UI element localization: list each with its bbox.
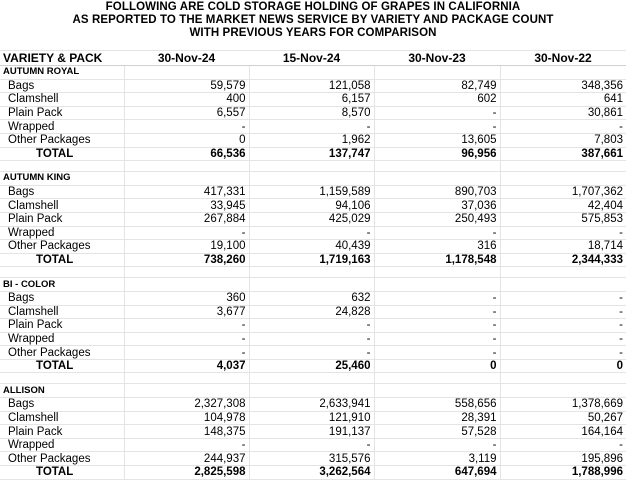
table-row xyxy=(0,240,626,254)
quantity-cell: 82,749 xyxy=(374,79,500,93)
empty-cell xyxy=(124,373,249,384)
pack-type-label: Plain Pack xyxy=(0,319,124,333)
total-label: TOTAL xyxy=(0,466,124,480)
quantity-cell: 641 xyxy=(500,93,626,107)
total-cell: 0 xyxy=(374,359,500,373)
table-row xyxy=(0,398,626,412)
total-cell: 3,262,564 xyxy=(249,466,374,480)
quantity-cell: 2,633,941 xyxy=(249,398,374,412)
variety-name: AUTUMN ROYAL xyxy=(0,66,124,80)
quantity-cell: 37,036 xyxy=(374,199,500,213)
spacer-row xyxy=(0,161,626,172)
table-row xyxy=(0,120,626,134)
quantity-cell: - xyxy=(374,305,500,319)
empty-cell xyxy=(374,373,500,384)
quantity-cell: 148,375 xyxy=(124,425,249,439)
pack-type-label: Wrapped xyxy=(0,120,124,134)
quantity-cell: 28,391 xyxy=(374,411,500,425)
quantity-cell: 1,962 xyxy=(249,133,374,147)
table-row xyxy=(0,438,626,452)
quantity-cell: 24,828 xyxy=(249,305,374,319)
quantity-cell: 19,100 xyxy=(124,240,249,254)
quantity-cell: 33,945 xyxy=(124,199,249,213)
report-title-line: WITH PREVIOUS YEARS FOR COMPARISON xyxy=(189,27,437,39)
report-title-line: FOLLOWING ARE COLD STORAGE HOLDING OF GRAPES IN CALIFORNIA xyxy=(105,1,521,13)
variety-pack-header: VARIETY & PACK xyxy=(0,51,124,66)
variety-section-header xyxy=(0,172,626,186)
pack-type-label: Plain Pack xyxy=(0,106,124,120)
empty-cell xyxy=(249,161,374,172)
quantity-cell: 191,137 xyxy=(249,425,374,439)
empty-cell xyxy=(124,172,249,186)
total-cell: 1,719,163 xyxy=(249,253,374,267)
quantity-cell: 558,656 xyxy=(374,398,500,412)
holdings-table-body xyxy=(0,51,626,480)
quantity-cell: - xyxy=(249,226,374,240)
empty-cell xyxy=(500,66,626,80)
variety-section-header xyxy=(0,384,626,398)
table-row xyxy=(0,106,626,120)
quantity-cell: - xyxy=(374,291,500,305)
quantity-cell: 1,707,362 xyxy=(500,185,626,199)
empty-cell xyxy=(374,66,500,80)
quantity-cell: 400 xyxy=(124,93,249,107)
table-row xyxy=(0,226,626,240)
table-row xyxy=(0,133,626,147)
quantity-cell: 121,058 xyxy=(249,79,374,93)
empty-cell xyxy=(124,66,249,80)
report-title-block xyxy=(0,1,626,40)
quantity-cell: - xyxy=(124,319,249,333)
quantity-cell: - xyxy=(374,319,500,333)
total-cell: 137,747 xyxy=(249,147,374,161)
quantity-cell: 3,119 xyxy=(374,452,500,466)
empty-cell xyxy=(249,267,374,278)
quantity-cell: - xyxy=(374,120,500,134)
variety-name: BI - COLOR xyxy=(0,278,124,292)
empty-cell xyxy=(124,278,249,292)
table-row xyxy=(0,79,626,93)
empty-cell xyxy=(124,267,249,278)
quantity-cell: 50,267 xyxy=(500,411,626,425)
date-column-header: 15-Nov-24 xyxy=(249,51,374,66)
quantity-cell: 244,937 xyxy=(124,452,249,466)
pack-type-label: Clamshell xyxy=(0,93,124,107)
date-column-header: 30-Nov-23 xyxy=(374,51,500,66)
quantity-cell: 1,378,669 xyxy=(500,398,626,412)
quantity-cell: 18,714 xyxy=(500,240,626,254)
variety-name: ALLISON xyxy=(0,384,124,398)
quantity-cell: 250,493 xyxy=(374,212,500,226)
quantity-cell: - xyxy=(500,120,626,134)
table-row xyxy=(0,332,626,346)
table-row xyxy=(0,199,626,213)
empty-cell xyxy=(500,172,626,186)
spacer-row xyxy=(0,267,626,278)
quantity-cell: - xyxy=(500,226,626,240)
empty-cell xyxy=(500,161,626,172)
section-total-row xyxy=(0,466,626,480)
empty-cell xyxy=(0,267,124,278)
date-column-header: 30-Nov-24 xyxy=(124,51,249,66)
total-cell: 1,788,996 xyxy=(500,466,626,480)
empty-cell xyxy=(124,384,249,398)
quantity-cell: 417,331 xyxy=(124,185,249,199)
table-row xyxy=(0,93,626,107)
empty-cell xyxy=(249,373,374,384)
table-row xyxy=(0,346,626,360)
total-cell: 2,825,598 xyxy=(124,466,249,480)
quantity-cell: 59,579 xyxy=(124,79,249,93)
quantity-cell: - xyxy=(374,438,500,452)
quantity-cell: - xyxy=(374,346,500,360)
quantity-cell: 30,861 xyxy=(500,106,626,120)
quantity-cell: - xyxy=(500,332,626,346)
quantity-cell: 94,106 xyxy=(249,199,374,213)
table-row xyxy=(0,305,626,319)
total-cell: 1,178,548 xyxy=(374,253,500,267)
quantity-cell: 1,159,589 xyxy=(249,185,374,199)
table-row xyxy=(0,425,626,439)
table-row xyxy=(0,185,626,199)
total-cell: 96,956 xyxy=(374,147,500,161)
quantity-cell: 267,884 xyxy=(124,212,249,226)
empty-cell xyxy=(249,384,374,398)
pack-type-label: Bags xyxy=(0,185,124,199)
total-label: TOTAL xyxy=(0,253,124,267)
quantity-cell: - xyxy=(500,305,626,319)
pack-type-label: Bags xyxy=(0,291,124,305)
quantity-cell: - xyxy=(249,438,374,452)
quantity-cell: 8,570 xyxy=(249,106,374,120)
table-row xyxy=(0,291,626,305)
quantity-cell: 6,557 xyxy=(124,106,249,120)
table-row xyxy=(0,319,626,333)
pack-type-label: Clamshell xyxy=(0,411,124,425)
quantity-cell: 195,896 xyxy=(500,452,626,466)
report-title-line: AS REPORTED TO THE MARKET NEWS SERVICE BY VARIETY AND PACKAGE COUNT xyxy=(72,14,554,26)
pack-type-label: Clamshell xyxy=(0,199,124,213)
pack-type-label: Other Packages xyxy=(0,346,124,360)
pack-type-label: Plain Pack xyxy=(0,212,124,226)
quantity-cell: - xyxy=(500,346,626,360)
empty-cell xyxy=(0,161,124,172)
quantity-cell: 0 xyxy=(124,133,249,147)
holdings-table xyxy=(0,50,626,480)
quantity-cell: 40,439 xyxy=(249,240,374,254)
quantity-cell: - xyxy=(249,332,374,346)
quantity-cell: 348,356 xyxy=(500,79,626,93)
quantity-cell: - xyxy=(374,332,500,346)
pack-type-label: Bags xyxy=(0,79,124,93)
quantity-cell: 425,029 xyxy=(249,212,374,226)
empty-cell xyxy=(500,373,626,384)
quantity-cell: - xyxy=(249,120,374,134)
total-cell: 738,260 xyxy=(124,253,249,267)
quantity-cell: 890,703 xyxy=(374,185,500,199)
total-cell: 4,037 xyxy=(124,359,249,373)
section-total-row xyxy=(0,253,626,267)
quantity-cell: 57,528 xyxy=(374,425,500,439)
quantity-cell: - xyxy=(124,226,249,240)
quantity-cell: 602 xyxy=(374,93,500,107)
empty-cell xyxy=(374,161,500,172)
variety-name: AUTUMN KING xyxy=(0,172,124,186)
empty-cell xyxy=(374,172,500,186)
pack-type-label: Other Packages xyxy=(0,133,124,147)
date-column-header: 30-Nov-22 xyxy=(500,51,626,66)
empty-cell xyxy=(500,278,626,292)
total-label: TOTAL xyxy=(0,147,124,161)
variety-section-header xyxy=(0,278,626,292)
total-cell: 647,694 xyxy=(374,466,500,480)
pack-type-label: Bags xyxy=(0,398,124,412)
section-total-row xyxy=(0,147,626,161)
empty-cell xyxy=(500,267,626,278)
quantity-cell: 6,157 xyxy=(249,93,374,107)
empty-cell xyxy=(500,384,626,398)
quantity-cell: 121,910 xyxy=(249,411,374,425)
empty-cell xyxy=(124,161,249,172)
pack-type-label: Plain Pack xyxy=(0,425,124,439)
quantity-cell: - xyxy=(124,120,249,134)
quantity-cell: 316 xyxy=(374,240,500,254)
quantity-cell: - xyxy=(249,319,374,333)
quantity-cell: 104,978 xyxy=(124,411,249,425)
quantity-cell: 575,853 xyxy=(500,212,626,226)
quantity-cell: - xyxy=(124,332,249,346)
quantity-cell: 2,327,308 xyxy=(124,398,249,412)
pack-type-label: Wrapped xyxy=(0,332,124,346)
pack-type-label: Other Packages xyxy=(0,240,124,254)
section-total-row xyxy=(0,359,626,373)
quantity-cell: 632 xyxy=(249,291,374,305)
total-cell: 66,536 xyxy=(124,147,249,161)
table-row xyxy=(0,452,626,466)
pack-type-label: Other Packages xyxy=(0,452,124,466)
quantity-cell: 7,803 xyxy=(500,133,626,147)
empty-cell xyxy=(374,267,500,278)
quantity-cell: 42,404 xyxy=(500,199,626,213)
empty-cell xyxy=(0,373,124,384)
quantity-cell: - xyxy=(124,346,249,360)
empty-cell xyxy=(374,384,500,398)
table-row xyxy=(0,411,626,425)
quantity-cell: 315,576 xyxy=(249,452,374,466)
variety-section-header xyxy=(0,66,626,80)
total-label: TOTAL xyxy=(0,359,124,373)
empty-cell xyxy=(249,66,374,80)
table-row xyxy=(0,212,626,226)
quantity-cell: - xyxy=(374,226,500,240)
quantity-cell: - xyxy=(249,346,374,360)
quantity-cell: - xyxy=(374,106,500,120)
quantity-cell: 3,677 xyxy=(124,305,249,319)
empty-cell xyxy=(374,278,500,292)
quantity-cell: 360 xyxy=(124,291,249,305)
column-header-row xyxy=(0,51,626,66)
total-cell: 25,460 xyxy=(249,359,374,373)
quantity-cell: 164,164 xyxy=(500,425,626,439)
spacer-row xyxy=(0,373,626,384)
quantity-cell: 13,605 xyxy=(374,133,500,147)
total-cell: 0 xyxy=(500,359,626,373)
pack-type-label: Clamshell xyxy=(0,305,124,319)
quantity-cell: - xyxy=(500,319,626,333)
empty-cell xyxy=(249,172,374,186)
pack-type-label: Wrapped xyxy=(0,438,124,452)
pack-type-label: Wrapped xyxy=(0,226,124,240)
quantity-cell: - xyxy=(500,438,626,452)
empty-cell xyxy=(249,278,374,292)
total-cell: 2,344,333 xyxy=(500,253,626,267)
total-cell: 387,661 xyxy=(500,147,626,161)
quantity-cell: - xyxy=(124,438,249,452)
quantity-cell: - xyxy=(500,291,626,305)
